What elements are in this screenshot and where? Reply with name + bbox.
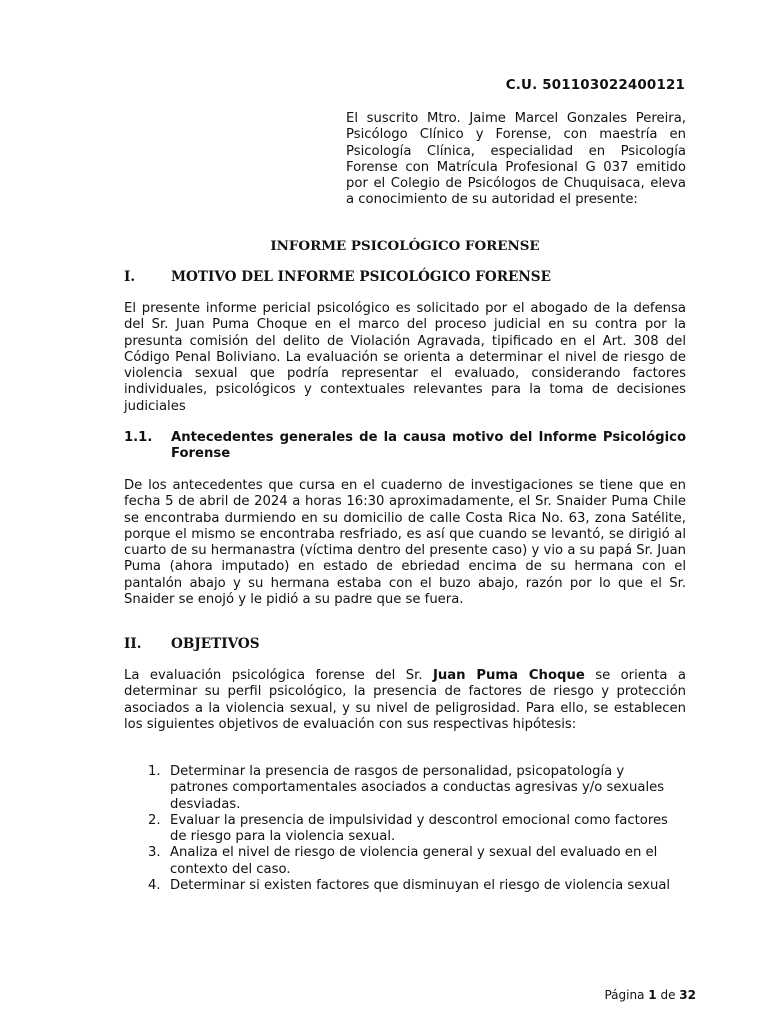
objectives-list <box>124 764 686 894</box>
list-item <box>124 845 686 878</box>
section-1-1-heading <box>124 430 686 463</box>
page-current: 1 <box>648 988 657 1002</box>
page-total: 32 <box>679 988 696 1002</box>
objective-number: 2. <box>148 812 161 828</box>
section-1-1-title: Antecedentes generales de la causa motivo del Informe Psicológico Forense <box>171 430 686 462</box>
objective-text: Determinar si existen factores que disminuyan el riesgo de violencia sexual <box>170 878 671 894</box>
list-item <box>124 878 686 894</box>
section-1-paragraph: El presente informe pericial psicológico es solicitado por el abogado de la defensa del Sr. Juan Puma Choque en el marco del proceso judicial en su contra por la presunta comisión del delito de Violación Agravada, tipificado en el Art. 308 del Código Penal Boliviano. La evaluación se orienta a determinar el nivel de riesgo de violencia sexual que podría representar el evaluado, considerando factores individuales, psicológicos y contextuales relevantes para la toma de decisiones judiciales <box>124 301 686 414</box>
objective-text: Evaluar la presencia de impulsividad y descontrol emocional como factores de riesgo para la violencia sexual. <box>170 812 668 845</box>
evaluated-name: Juan Puma Choque <box>432 668 585 683</box>
section-2-paragraph-start: La evaluación psicológica forense del Sr. <box>124 668 433 683</box>
intro-paragraph: El suscrito Mtro. Jaime Marcel Gonzales Pereira, Psicólogo Clínico y Forense, con maestría en Psicología Clínica, especialidad en Psicología Forense con Matrícula Profesional G 037 emitido por el Colegio de Psicólogos de Chuquisaca, eleva a conocimiento de su autoridad el presente: <box>346 111 686 208</box>
document-title: INFORME PSICOLÓGICO FORENSE <box>270 238 540 254</box>
of-word: de <box>660 988 676 1002</box>
section-2-number: II. <box>124 636 142 652</box>
section-1-number: I. <box>124 269 136 285</box>
section-2-heading <box>124 636 686 652</box>
objective-number: 4. <box>148 878 161 894</box>
objective-text: Analiza el nivel de riesgo de violencia general y sexual del evaluado en el contexto del caso. <box>170 845 658 877</box>
section-1-heading <box>124 269 686 285</box>
section-2-title: OBJETIVOS <box>171 636 260 652</box>
section-1-1-number: 1.1. <box>124 430 153 445</box>
case-number: C.U. 501103022400121 <box>505 78 685 93</box>
section-1-title: MOTIVO DEL INFORME PSICOLÓGICO FORENSE <box>171 269 551 285</box>
objective-number: 1. <box>148 764 161 779</box>
section-1-1-paragraph: De los antecedentes que cursa en el cuaderno de investigaciones se tiene que en fecha 5 de abril de 2024 a horas 16:30 aproximadamente, el Sr. Snaider Puma Chile se encontraba durmiendo en su domicilio de calle Costa Rica No. 63, zona Satélite, porque el mismo se encontraba resfriado, es así que cuando se levantó, se dirigió al cuarto de su hermanastra (víctima dentro del presente caso) y vio a su papá Sr. Juan Puma (ahora imputado) en estado de ebriedad encima de su hermana con el pantalón abajo y su hermana estaba con el buzo abajo, razón por lo que el Sr. Snaider se enojó y le pidió a su padre que se fuera. <box>124 478 686 608</box>
page-word: Página <box>604 988 645 1002</box>
objective-number: 3. <box>148 845 161 861</box>
list-item <box>124 764 686 813</box>
section-2-paragraph-end: se orienta a determinar su perfil psicológico, la presencia de factores de riesgo y protección asociados a la violencia sexual, y su nivel de peligrosidad. Para ello, se establecen los siguientes objetivos de evaluación con sus respectivas hipótesis: <box>124 668 686 732</box>
objective-text: Determinar la presencia de rasgos de personalidad, psicopatología y patrones comportamentales asociados a conductas agresivas y/o sexuales desviadas. <box>170 764 665 812</box>
page-footer <box>604 987 696 1003</box>
list-item <box>124 813 686 846</box>
section-2-paragraph <box>124 668 686 733</box>
